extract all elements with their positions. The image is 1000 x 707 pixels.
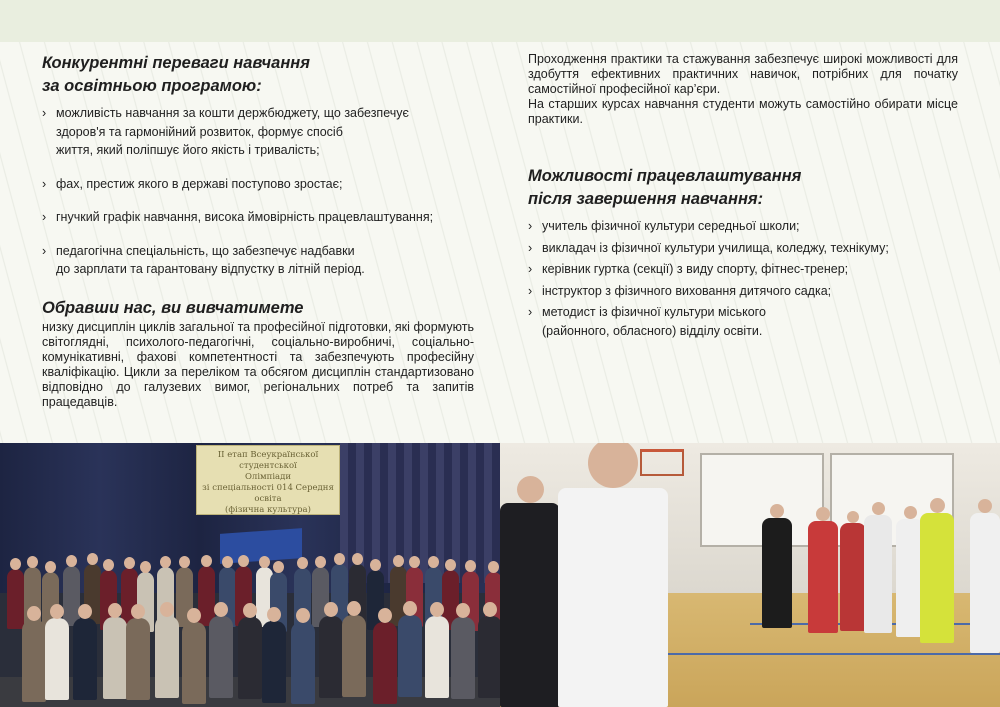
advantage-text-line: фах, престиж якого в державі поступово зростає; [56, 176, 343, 191]
person-head [201, 555, 212, 567]
person-head [445, 559, 456, 571]
job-text-line: керівник гуртка (секції) з виду спорту, фітнес-тренер; [542, 262, 849, 276]
person-head [378, 608, 392, 623]
job-text-line: викладач із фізичної культури училища, коледжу, технікуму; [542, 240, 889, 255]
person [7, 569, 24, 629]
person-head [179, 556, 190, 568]
person [398, 615, 422, 697]
person-head [222, 556, 233, 568]
jobs-list [528, 217, 958, 340]
left-column [42, 52, 474, 410]
student-head [930, 498, 945, 513]
person-head [273, 561, 284, 573]
person [73, 618, 97, 700]
person [209, 616, 233, 698]
person-head [27, 556, 38, 568]
job-item [528, 282, 958, 301]
job-text-line: учитель фізичної культури середньої школи; [542, 219, 800, 233]
banner-line: ІІ етап Всеукраїнської студентської [217, 450, 319, 471]
person [478, 616, 500, 698]
advantage-text-line: гнучкий графік навчання, висока ймовірність працевлаштування; [56, 210, 434, 224]
person-head [352, 553, 363, 565]
person-head [315, 556, 326, 568]
student-head [872, 502, 885, 515]
person-head [334, 553, 345, 565]
person [126, 618, 150, 700]
person-head [259, 556, 270, 568]
job-item [528, 260, 958, 279]
advantage-text-line: здоров'я та гармонійний розвиток, формує спосіб [56, 124, 343, 139]
person-head [27, 606, 41, 621]
student [500, 503, 560, 707]
person [342, 615, 366, 697]
person-head [297, 557, 308, 569]
person-head [267, 607, 281, 622]
person-head [409, 556, 420, 568]
person [262, 621, 286, 703]
person-head [108, 603, 122, 618]
job-item [528, 303, 958, 340]
advantages-title-line2: за освітньою програмою: [42, 77, 262, 95]
person [103, 617, 127, 699]
jobs-title-line1: Можливості працевлаштування [528, 167, 802, 185]
advantage-text-line: педагогічна спеціальність, що забезпечує надбавки [56, 243, 355, 258]
court-line [660, 653, 1000, 655]
jobs-title-line2: після завершення навчання: [528, 190, 764, 208]
person [22, 620, 46, 702]
person-head [160, 602, 174, 617]
person [238, 617, 262, 699]
job-item [528, 239, 958, 258]
person [425, 616, 449, 698]
advantage-text-line: життя, який поліпшує його якість і тривалість; [56, 143, 320, 157]
student [840, 523, 866, 631]
person-head [124, 557, 135, 569]
advantages-title-line1: Конкурентні переваги навчання [42, 54, 310, 72]
student [864, 515, 892, 633]
job-text-line: методист із фізичної культури міського [542, 305, 766, 319]
banner-line: зі спеціальності 014 Середня освіта [202, 483, 334, 504]
person-head [50, 604, 64, 619]
practice-text: Проходження практики та стажування забезпечує широкі можливості для здобуття ефективних практичних навичок, потрібних для початку самостійної професійної кар’єри. [528, 52, 958, 96]
person-head [131, 604, 145, 619]
person [182, 622, 206, 704]
basketball-hoop [640, 449, 684, 476]
advantages-list [42, 104, 474, 279]
advantage-item [42, 104, 474, 160]
group-photo [0, 443, 500, 707]
banner-line: Олімпіади [244, 472, 292, 482]
person-head [465, 560, 476, 572]
person [319, 616, 343, 698]
person-head [87, 553, 98, 565]
person-head [160, 556, 171, 568]
person-head [45, 561, 56, 573]
person [45, 618, 69, 700]
banner-line: (фізична культура) [225, 505, 311, 515]
gym-photo [500, 443, 1000, 707]
top-band [0, 0, 1000, 42]
advantage-text-line: до зарплати та гарантовану відпустку в літній період. [56, 262, 365, 276]
crowd [0, 523, 500, 707]
person-head [393, 555, 404, 567]
person-head [483, 602, 497, 617]
person-head [140, 561, 151, 573]
person-head [428, 556, 439, 568]
person-head [66, 555, 77, 567]
job-text-line: (районного, обласного) відділу освіти. [542, 323, 763, 338]
person [451, 617, 475, 699]
student-head [847, 511, 859, 523]
job-item [528, 217, 958, 236]
jobs-title [528, 165, 958, 211]
person-head [430, 602, 444, 617]
student-head [904, 506, 917, 519]
study-text: низку дисциплін циклів загальної та професійної підготовки, які формують світоглядні, психолого-педагогічні, соціально-виробничі, соціально-комунікативні, фахові компетентності та забезпечують професійну кваліфікацію. Цикли за переліком та обсягом дисциплін стандартизовано відповідно до галузевих вимог, регіональних потреб та запитів працедавців. [42, 319, 474, 409]
student [808, 521, 838, 633]
student [970, 513, 1000, 653]
person-head [10, 558, 21, 570]
right-column [528, 52, 958, 343]
student [762, 518, 792, 628]
person [373, 622, 397, 704]
advantage-text-line: можливість навчання за кошти держбюджету, що забезпечує [56, 106, 409, 120]
student-head [978, 499, 992, 513]
advantage-item [42, 175, 474, 194]
advantages-title [42, 52, 474, 98]
person-head [370, 559, 381, 571]
person-head [103, 559, 114, 571]
student-head [816, 507, 830, 521]
student [920, 513, 954, 643]
person [155, 616, 179, 698]
olympiad-banner [196, 445, 340, 515]
advantage-item [42, 242, 474, 279]
advantage-item [42, 208, 474, 227]
student-head [770, 504, 784, 518]
person [63, 566, 80, 626]
person-head [488, 561, 499, 573]
student [558, 488, 668, 707]
study-title: Обравши нас, ви вивчатимете [42, 298, 304, 317]
person [291, 622, 315, 704]
person-head [238, 555, 249, 567]
practice-text-2: На старших курсах навчання студенти можуть самостійно обирати місце практики. [528, 97, 958, 126]
job-text-line: інструктор з фізичного виховання дитячого садка; [542, 283, 832, 298]
student-head [517, 476, 544, 503]
